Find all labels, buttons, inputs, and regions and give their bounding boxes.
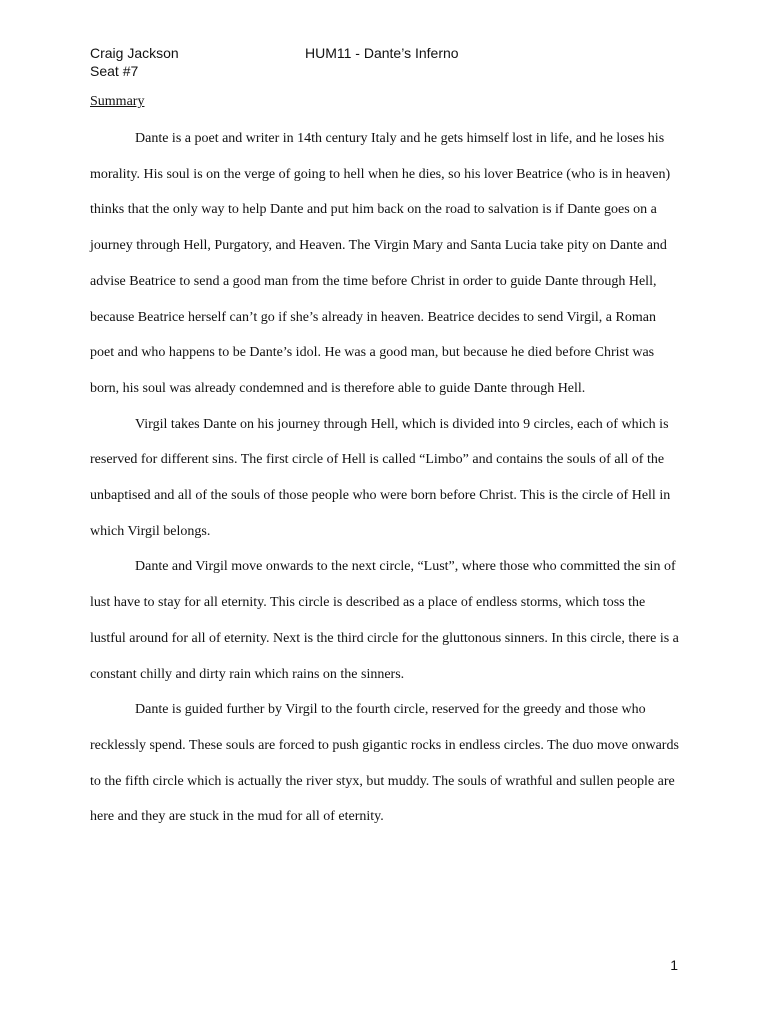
paragraph: Dante is guided further by Virgil to the fourth circle, reserved for the greedy and those who recklessly spend. These souls are forced to push gigantic rocks in endless circles. The duo move onwards to the fifth circle which is actually the river styx, but muddy. The souls of wrathful and sullen people are here and they are stuck in the mud for all of eternity. [90,702,679,825]
section-heading: Summary [90,94,145,109]
paragraph: Dante and Virgil move onwards to the next circle, “Lust”, where those who committed the sin of lust have to stay for all eternity. This circle is described as a place of endless storms, which toss the lustful around for all of eternity. Next is the third circle for the gluttonous sinners. In this circle, there is a constant chilly and dirty rain which rains on the sinners. [90,559,679,682]
page-number: 1 [670,957,678,973]
paragraph: Dante is a poet and writer in 14th century Italy and he gets himself lost in life, and he loses his morality. His soul is on the verge of going to hell when he dies, so his lover Beatrice (who is in heaven) thinks that the only way to help Dante and put him back on the road to salvation is if Dante goes on a journey through Hell, Purgatory, and Heaven. The Virgin Mary and Santa Lucia take pity on Dante and advise Beatrice to send a good man from the time before Christ in order to guide Dante through Hell, because Beatrice herself can’t go if she’s already in heaven. Beatrice decides to send Virgil, a Roman poet and who happens to be Dante’s idol. He was a good man, but because he died before Christ was born, his soul was already condemned and is therefore able to guide Dante through Hell. [90,131,671,396]
author-name: Craig Jackson [90,45,179,61]
summary-body [90,121,682,835]
seat-number: Seat #7 [90,63,139,79]
course-title: HUM11 - Dante’s Inferno [305,45,459,61]
paragraph: Virgil takes Dante on his journey through Hell, which is divided into 9 circles, each of which is reserved for different sins. The first circle of Hell is called “Limbo” and contains the souls of all of the unbaptised and all of the souls of those people who were born before Christ. This is the circle of Hell in which Virgil belongs. [90,416,671,539]
